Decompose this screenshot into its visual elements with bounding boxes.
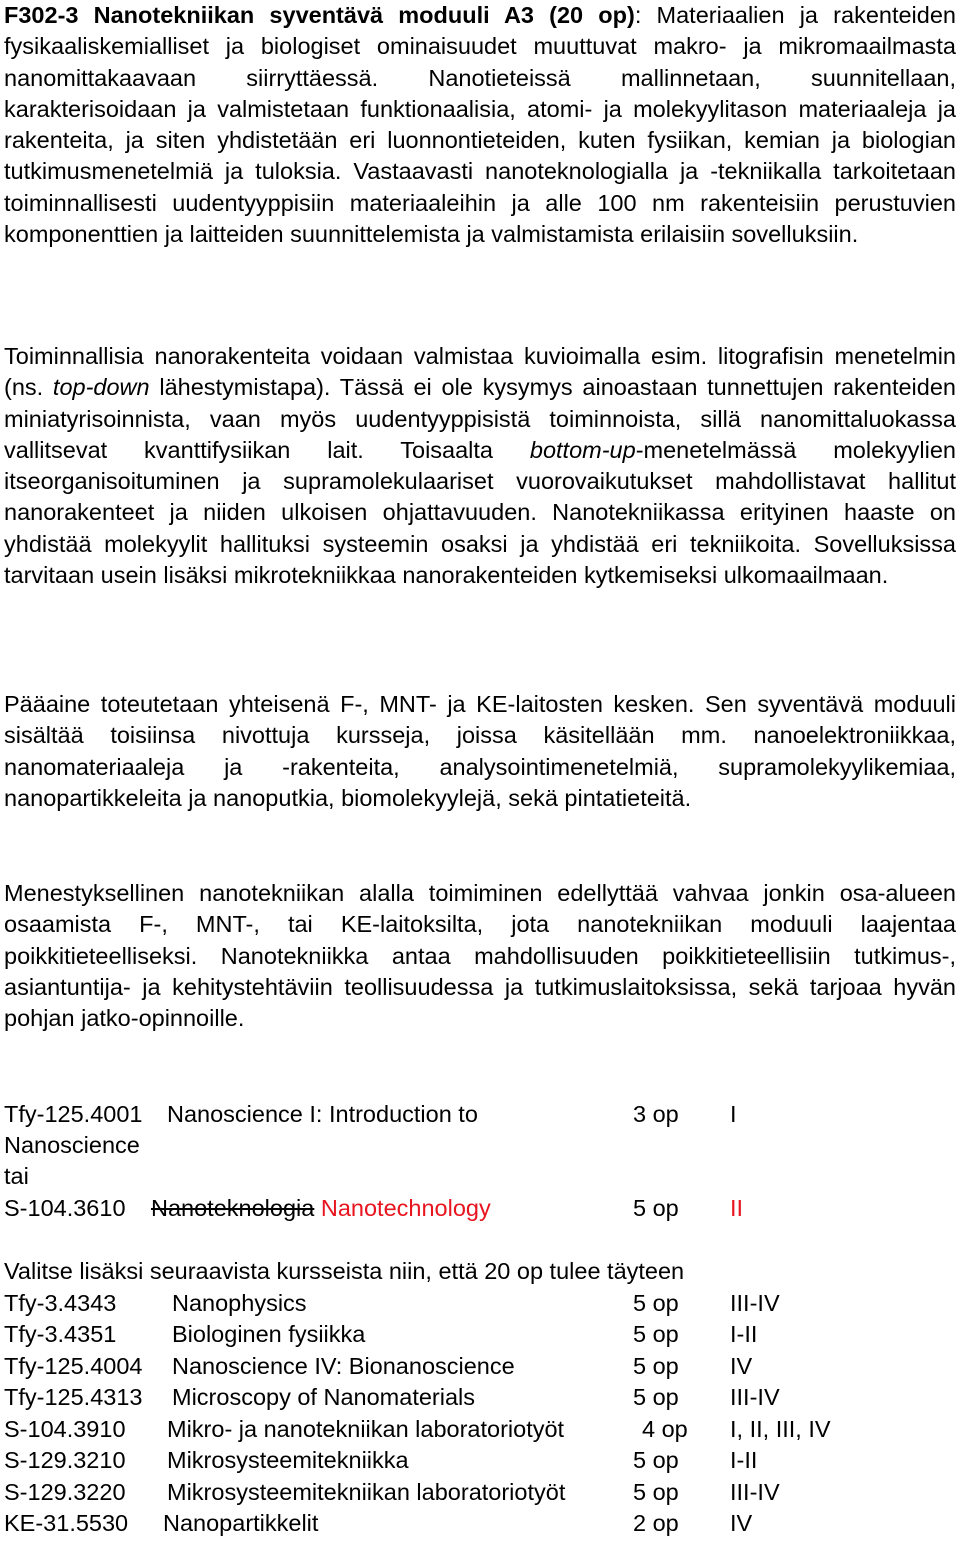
course-period: IV bbox=[730, 1353, 753, 1379]
nanostructures-text-b: lähestymistapa). Tässä ei ole kysymys ainoastaan tunnettujen rakenteiden miniatyrisoinnista, vaan myös uudentyyppisistä toiminnoista, sillä nanomittaluokassa vallitsevat kvanttifysiikan lait. Toisaalta bbox=[4, 374, 956, 463]
course-period: II bbox=[730, 1195, 744, 1221]
course-period: III-IV bbox=[730, 1384, 780, 1410]
elective-course-row bbox=[4, 1382, 956, 1414]
course-code: Tfy-125.4001 bbox=[4, 1101, 143, 1127]
course-period: I-II bbox=[730, 1321, 758, 1347]
course-name: Mikro- ja nanotekniikan laboratoriotyöt bbox=[167, 1416, 565, 1442]
course-credits: 4 op bbox=[642, 1416, 688, 1442]
course-period: I bbox=[730, 1101, 737, 1127]
replacement-course-name: Nanotechnology bbox=[320, 1195, 491, 1221]
course-period: III-IV bbox=[730, 1479, 780, 1505]
elective-course-row bbox=[4, 1508, 956, 1540]
course-name: Mikrosysteemitekniikan laboratoriotyöt bbox=[167, 1479, 566, 1505]
course-name: Mikrosysteemitekniikka bbox=[167, 1447, 409, 1473]
elective-course-row bbox=[4, 1288, 956, 1320]
course-credits: 5 op bbox=[633, 1447, 679, 1473]
career-paragraph: Menestyksellinen nanotekniikan alalla toimiminen edellyttää vahvaa jonkin osa-alueen osaamista F-, MNT-, tai KE-laitoksilta, jota nanotekniikan moduuli laajentaa poikkitieteelliseksi. Nanotekniikka antaa mahdollisuuden poikkitieteellisiin tutkimus-, asiantuntija- ja kehitystehtäviin teollisuudessa ja tutkimuslaitoksissa, sekä tarjoaa hyvän pohjan jatko-opinnoille. bbox=[4, 880, 956, 1032]
module-description-text: : Materiaalien ja rakenteiden fysikaaliskemialliset ja biologiset ominaisuudet muuttuvat makro- ja mikromaailmasta nanomittakaavaan siirryttäessä. Nanotieteissä mallinnetaan, suunnitellaan, karakterisoidaan ja valmistetaan funktionaalisia, atomi- ja molekyylitason materiaaleja ja rakenteita, ja siten yhdistetään eri luonnontieteiden, kuten fysiikan, kemian ja biologian tutkimusmenetelmiä ja tuloksia. Vastaavasti nanoteknologialla ja -tekniikalla tarkoitetaan toiminnallisesti uudentyyppisiin materiaaleihin ja alle 100 nm rakenteisiin perustuvien komponenttien ja laitteiden suunnittelemista ja valmistamista erilaisiin sovelluksiin. bbox=[4, 2, 956, 248]
course-period: I-II bbox=[730, 1447, 758, 1473]
course-name bbox=[151, 1193, 491, 1224]
elective-course-row bbox=[4, 1414, 956, 1446]
course-name: Nanophysics bbox=[172, 1290, 307, 1316]
course-name: Microscopy of Nanomaterials bbox=[172, 1384, 475, 1410]
course-code: S-129.3220 bbox=[4, 1479, 126, 1505]
elective-course-row bbox=[4, 1445, 956, 1477]
course-credits: 5 op bbox=[633, 1195, 679, 1221]
course-name: Nanopartikkelit bbox=[163, 1510, 319, 1536]
module-description-paragraph bbox=[4, 0, 956, 250]
course-code: S-104.3610 bbox=[4, 1195, 126, 1221]
course-credits: 5 op bbox=[633, 1479, 679, 1505]
course-name: Nanoscience I: Introduction to bbox=[167, 1101, 478, 1127]
course-code: Tfy-3.4343 bbox=[4, 1290, 117, 1316]
nanostructures-text-c: -menetelmässä molekyylien itseorganisoituminen ja supramolekulaariset vuorovaikutukset mahdollistavat hallitut nanorakenteet ja niiden ulkoisen ohjattavuuden. Nanotekniikassa erityinen haaste on yhdistää molekyylit hallituksi systeemin osaksi ja yhdistää eri tekniikoita. Sovelluksissa tarvitaan usein lisäksi mikrotekniikkaa nanorakenteiden kytkemiseksi ulkomaailmaan. bbox=[4, 436, 956, 589]
nanostructures-text-a: Toiminnallisia nanorakenteita voidaan valmistaa kuvioimalla esim. litografisin menetelmin (ns. bbox=[4, 343, 956, 401]
course-name: Nanoscience IV: Bionanoscience bbox=[172, 1353, 515, 1379]
course-name: Biologinen fysiikka bbox=[172, 1321, 366, 1347]
course-credits: 5 op bbox=[633, 1353, 679, 1379]
course-code: Tfy-125.4004 bbox=[4, 1353, 143, 1379]
course-code: S-104.3910 bbox=[4, 1416, 126, 1442]
struck-course-name: Nanoteknologia bbox=[151, 1195, 315, 1221]
required-course-row-2 bbox=[4, 1193, 956, 1225]
course-credits: 3 op bbox=[633, 1101, 679, 1127]
course-code: KE-31.5530 bbox=[4, 1510, 129, 1536]
nanostructures-paragraph bbox=[4, 341, 956, 591]
course-code: S-129.3210 bbox=[4, 1447, 126, 1473]
major-paragraph: Pääaine toteutetaan yhteisenä F-, MNT- ja KE-laitosten kesken. Sen syventävä moduuli sisältää toisiinsa nivottuja kursseja, joissa käsitellään mm. nanoelektroniikkaa, nanomateriaaleja ja -rakenteita, analysointimenetelmiä, supramolekyylikemiaa, nanopartikkeleita ja nanoputkia, biomolekyylejä, sekä pintatieteitä. bbox=[4, 691, 956, 811]
elective-course-row bbox=[4, 1477, 956, 1509]
course-period: III-IV bbox=[730, 1290, 780, 1316]
course-credits: 5 op bbox=[633, 1384, 679, 1410]
course-credits: 2 op bbox=[633, 1510, 679, 1536]
elective-course-row bbox=[4, 1351, 956, 1383]
required-course-row-1 bbox=[4, 1099, 956, 1131]
bottom-up-term: bottom-up bbox=[529, 436, 636, 463]
course-code: Tfy-3.4351 bbox=[4, 1321, 117, 1347]
elective-course-row bbox=[4, 1319, 956, 1351]
course-period: I, II, III, IV bbox=[730, 1416, 831, 1442]
course-credits: 5 op bbox=[633, 1321, 679, 1347]
electives-intro: Valitse lisäksi seuraavista kursseista niin, että 20 op tulee täyteen bbox=[4, 1258, 685, 1284]
course-code: Tfy-125.4313 bbox=[4, 1384, 143, 1410]
course-period: IV bbox=[730, 1510, 753, 1536]
course-credits: 5 op bbox=[633, 1290, 679, 1316]
course-name-continuation: Nanoscience bbox=[4, 1132, 140, 1158]
module-heading: F302-3 Nanotekniikan syventävä moduuli A3 (20 op) bbox=[4, 2, 635, 28]
or-label: tai bbox=[4, 1163, 29, 1189]
top-down-term: top-down bbox=[52, 374, 150, 401]
